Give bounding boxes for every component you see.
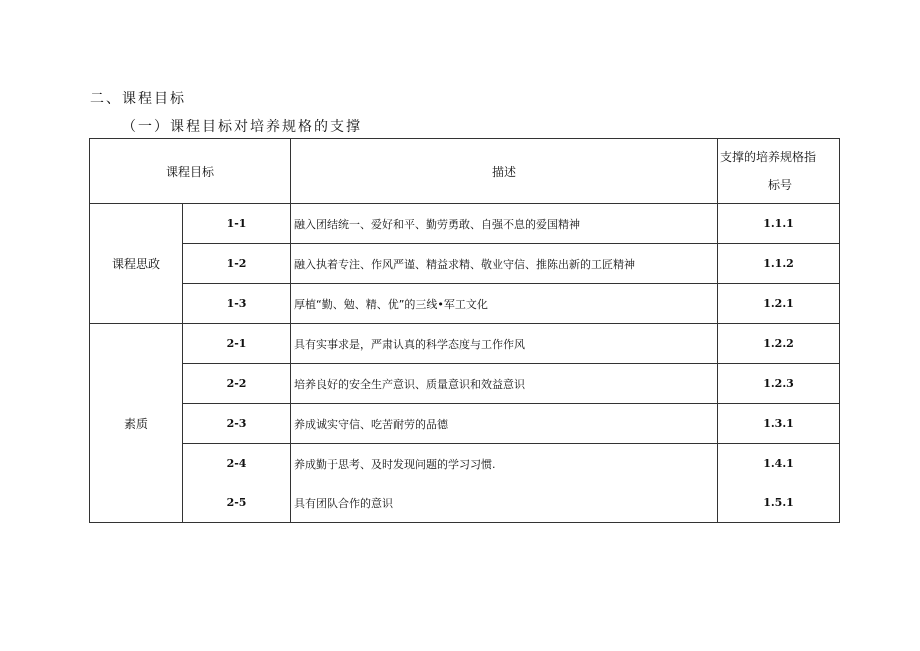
section-title: 二、课程目标 xyxy=(90,91,186,107)
table-row xyxy=(90,364,840,404)
table-row xyxy=(90,483,840,523)
course-goal-table xyxy=(89,138,840,523)
support-code: 1.3.1 xyxy=(718,404,840,444)
support-code: 1.1.1 xyxy=(718,204,840,244)
goal-description: 培养良好的安全生产意识、质量意识和效益意识 xyxy=(291,364,718,404)
goal-description: 养成勤于思考、及时发现问题的学习习惯. xyxy=(291,444,718,484)
support-code: 1.2.3 xyxy=(718,364,840,404)
goal-description: 融入执着专注、作风严谨、精益求精、敬业守信、推陈出新的工匠精神 xyxy=(291,244,718,284)
goal-id: 2-5 xyxy=(183,483,291,523)
support-code: 1.2.1 xyxy=(718,284,840,324)
table-row xyxy=(90,444,840,484)
goal-description: 具有团队合作的意识 xyxy=(291,483,718,523)
header-support-line1: 支撑的培养规格指 xyxy=(720,150,817,164)
support-code: 1.5.1 xyxy=(718,483,840,523)
goal-id: 1-2 xyxy=(183,244,291,284)
subsection-title: （一）课程目标对培养规格的支撑 xyxy=(122,119,362,135)
goal-id: 2-2 xyxy=(183,364,291,404)
table-header-row xyxy=(90,139,840,204)
header-support xyxy=(718,139,840,204)
category-ideology: 课程思政 xyxy=(90,204,183,324)
table-row xyxy=(90,244,840,284)
header-support-line2: 标号 xyxy=(768,178,793,192)
goal-description: 厚植“勤、勉、精、优”的三线•军工文化 xyxy=(291,284,718,324)
category-quality: 素质 xyxy=(90,324,183,523)
goal-id: 2-4 xyxy=(183,444,291,484)
goal-id: 1-3 xyxy=(183,284,291,324)
goal-description: 融入团结统一、爱好和平、勤劳勇敢、自强不息的爱国精神 xyxy=(291,204,718,244)
goal-id: 2-3 xyxy=(183,404,291,444)
support-code: 1.2.2 xyxy=(718,324,840,364)
goal-id: 2-1 xyxy=(183,324,291,364)
header-goal: 课程目标 xyxy=(90,139,291,204)
table-row xyxy=(90,204,840,244)
goal-id: 1-1 xyxy=(183,204,291,244)
header-description: 描述 xyxy=(291,139,718,204)
goal-description: 养成诚实守信、吃苦耐劳的品德 xyxy=(291,404,718,444)
goal-description: 具有实事求是，严肃认真的科学态度与工作作风 xyxy=(291,324,718,364)
table-row xyxy=(90,324,840,364)
support-code: 1.4.1 xyxy=(718,444,840,484)
table-row xyxy=(90,404,840,444)
support-code: 1.1.2 xyxy=(718,244,840,284)
table-row xyxy=(90,284,840,324)
